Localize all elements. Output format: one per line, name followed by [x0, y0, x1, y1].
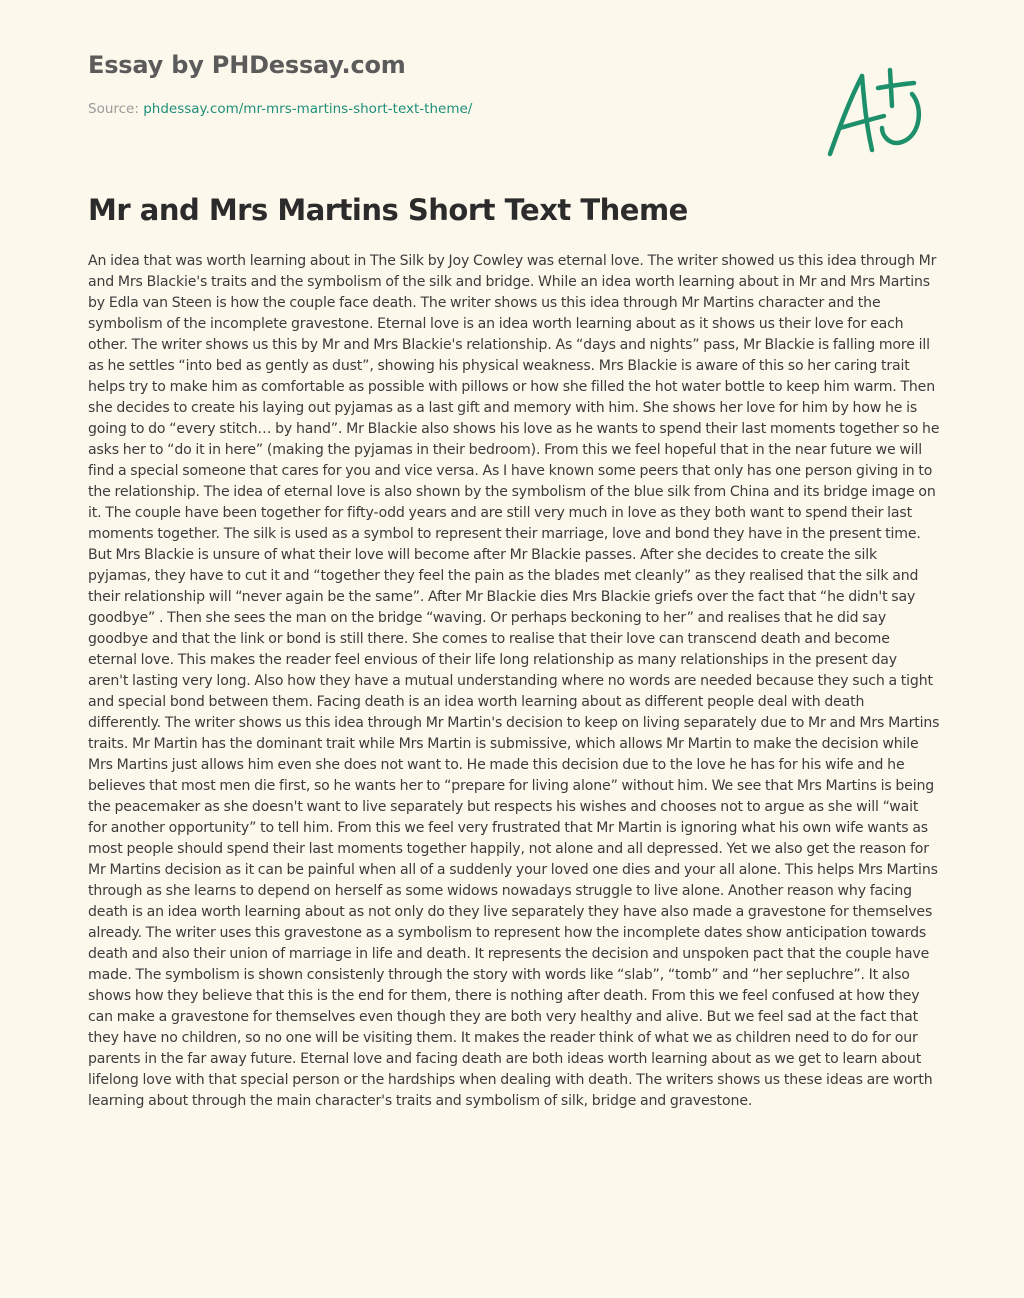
site-title: Essay by PHDessay.com	[88, 51, 406, 79]
essay-title: Mr and Mrs Martins Short Text Theme	[88, 193, 688, 227]
source-line	[88, 99, 788, 119]
source-link[interactable]: phdessay.com/mr-mrs-martins-short-text-theme/	[143, 101, 473, 117]
a-plus-logo	[820, 64, 930, 164]
source-label: Source:	[88, 101, 144, 117]
page-header	[88, 48, 788, 119]
essay-body: An idea that was worth learning about in The Silk by Joy Cowley was eternal love. The writer showed us this idea through Mr and Mrs Blackie's traits and the symbolism of the silk and bridge. While an idea worth learning about in Mr and Mrs Martins by Edla van Steen is how the couple face death. The writer shows us this idea through Mr Martins character and the symbolism of the incomplete gravestone. Eternal love is an idea worth learning about as it shows us their love for each other. The writer shows us this by Mr and Mrs Blackie's relationship. As “days and nights” pass, Mr Blackie is falling more ill as he settles “into bed as gently as dust”, showing his physical weakness. Mrs Blackie is aware of this so her caring trait helps try to make him as comfortable as possible with pillows or how she filled the hot water bottle to keep him warm. Then she decides to create his laying out pyjamas as a last gift and memory with him. She shows her love for him by how he is going to do “every stitch… by hand”. Mr Blackie also shows his love as he wants to spend their last moments together so he asks her to “do it in here” (making the pyjamas in their bedroom). From this we feel hopeful that in the near future we will find a special someone that cares for you and vice versa. As I have known some peers that only has one person giving in to the relationship. The idea of eternal love is also shown by the symbolism of the blue silk from China and its bridge image on it. The couple have been together for fifty-odd years and are still very much in love as they both want to spend their last moments together. The silk is used as a symbol to represent their marriage, love and bond they have in the present time. But Mrs Blackie is unsure of what their love will become after Mr Blackie passes. After she decides to create the silk pyjamas, they have to cut it and “together they feel the pain as the blades met cleanly” as they realised that the silk and their relationship will “never again be the same”. After Mr Blackie dies Mrs Blackie griefs over the fact that “he didn't say goodbye” . Then she sees the man on the bridge “waving. Or perhaps beckoning to her” and realises that he did say goodbye and that the link or bond is still there. She comes to realise that their love can transcend death and become eternal love. This makes the reader feel envious of their life long relationship as many relationships in the present day aren't lasting very long. Also how they have a mutual understanding where no words are needed because they such a tight and special bond between them. Facing death is an idea worth learning about as different people deal with death differently. The writer shows us this idea through Mr Martin's decision to keep on living separately due to Mr and Mrs Martins traits. Mr Martin has the dominant trait while Mrs Martin is submissive, which allows Mr Martin to make the decision while Mrs Martins just allows him even she does not want to. He made this decision due to the love he has for his wife and he believes that most men die first, so he wants her to “prepare for living alone” without him. We see that Mrs Martins is being the peacemaker as she doesn't want to live separately but respects his wishes and chooses not to argue as she will “wait for another opportunity” to tell him. From this we feel very frustrated that Mr Martin is ignoring what his own wife wants as most people should spend their last moments together happily, not alone and all depressed. Yet we also get the reason for Mr Martins decision as it can be painful when all of a suddenly your loved one dies and your all alone. This helps Mrs Martins through as she learns to depend on herself as some widows nowadays struggle to live alone. Another reason why facing death is an idea worth learning about as not only do they live separately they have also made a gravestone for themselves already. The writer uses this gravestone as a symbolism to represent how the incomplete dates show anticipation towards death and also their union of marriage in life and death. It represents the decision and unspoken pact that the couple have made. The symbolism is shown consistenly through the story with words like “slab”, “tomb” and “her sepluchre”. It also shows how they believe that this is the end for them, there is nothing after death. From this we feel confused at how they can make a gravestone for themselves even though they are both very healthy and alive. But we feel sad at the fact that they have no children, so no one will be visiting them. It makes the reader think of what we as children need to do for our parents in the far away future. Eternal love and facing death are both ideas worth learning about as we get to learn about lifelong love with that special person or the hardships when dealing with death. The writers shows us these ideas are worth learning about through the main character's traits and symbolism of silk, bridge and gravestone.	[88, 253, 940, 1109]
a-plus-grade-icon	[820, 64, 930, 164]
